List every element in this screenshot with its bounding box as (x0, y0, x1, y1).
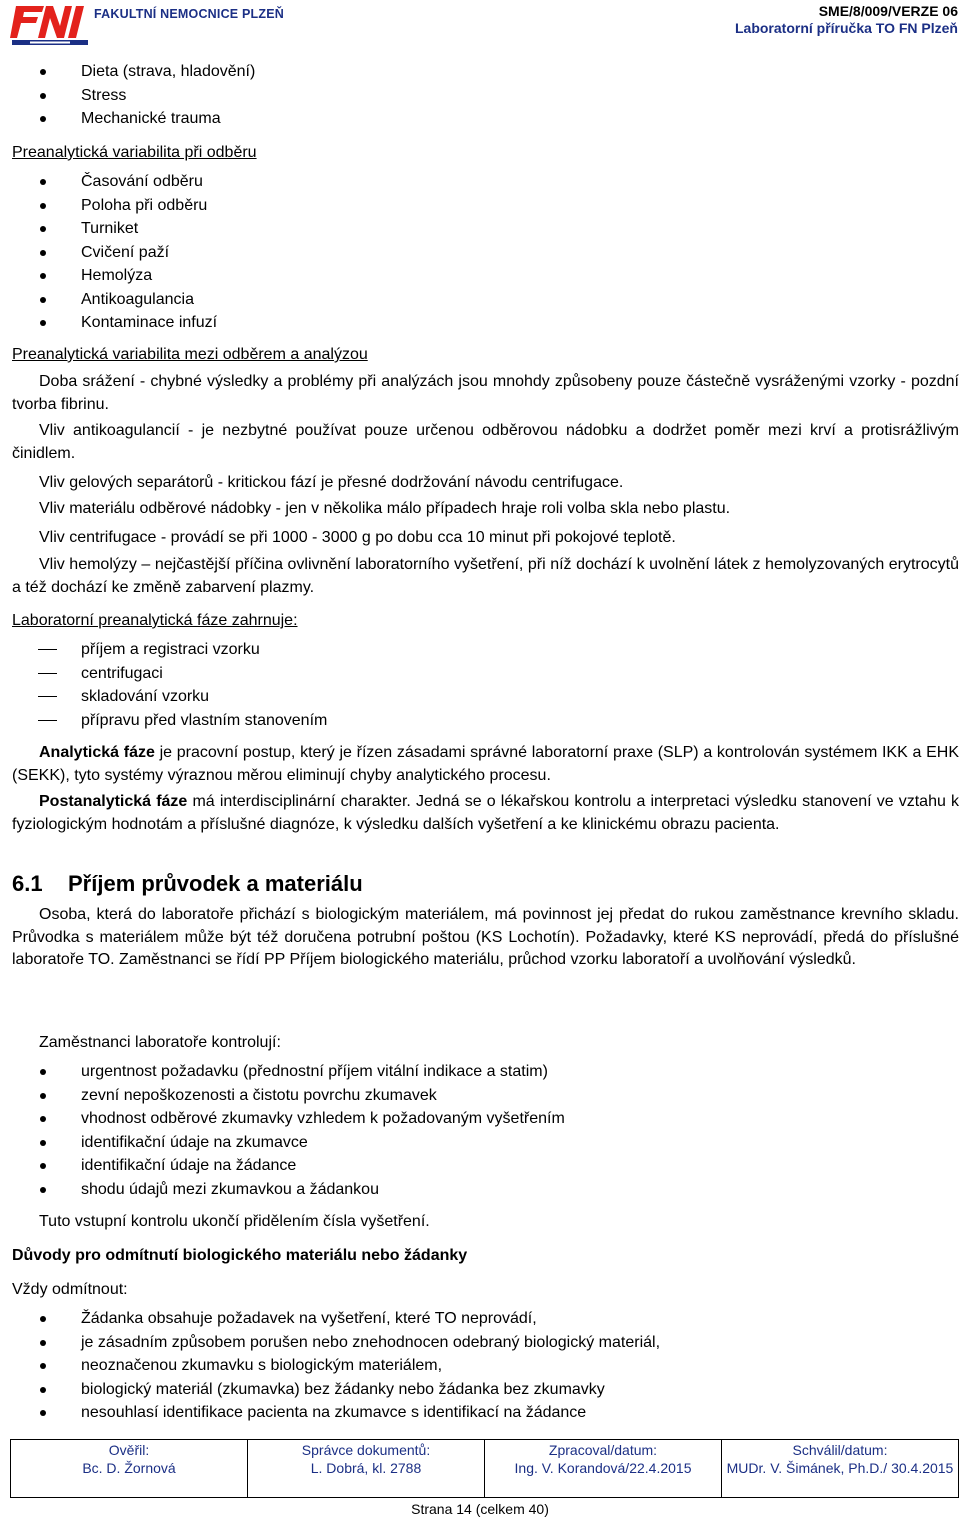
dash-icon (38, 649, 57, 650)
bullet-icon (40, 1140, 46, 1146)
collection-variability-list (0, 170, 217, 335)
list-item: vhodnost odběrové zkumavky vzhledem k požadovaným vyšetřením (0, 1107, 565, 1131)
paragraph-centrifugation: Vliv centrifugace - provádí se při 1000 - 3000 g po dobu cca 10 minut při pokojové teplotě. (39, 529, 676, 546)
heading-rejection-reasons: Důvody pro odmítnutí biologického materiálu nebo žádanky (12, 1247, 468, 1264)
footer-cell-prepared: Zpracoval/datum: Ing. V. Korandová/22.4.2015 (485, 1440, 722, 1498)
list-item: Antikoagulancia (0, 288, 217, 312)
paragraph-analytic-phase: Analytická fáze je pracovní postup, který je řízen zásadami správné laboratorní praxe (SLP) a kontrolován systémem IKK a EHK (SEKK), tyto systémy výraznou měrou eliminují chyby analytického procesu. (12, 744, 960, 784)
paragraph-check-end: Tuto vstupní kontrolu ukončí přidělením čísla vyšetření. (39, 1213, 430, 1230)
bullet-icon (40, 93, 46, 99)
list-item: Mechanické trauma (0, 107, 255, 131)
paragraph-gel-separators: Vliv gelových separátorů - kritickou fází je přesné dodržování návodu centrifugace. (39, 474, 624, 491)
paragraph-hemolysis: Vliv hemolýzy – nejčastější příčina ovlivnění laboratorního vyšetření, při níž dochází k uvolnění látek z hemolyzovaných erytrocytů a též dochází ke změně zabarvení plazmy. (12, 556, 959, 596)
document-code: SME/8/009/VERZE 06 (818, 3, 958, 19)
factor-list (0, 60, 255, 131)
bullet-icon (40, 116, 46, 122)
manual-title: Laboratorní příručka TO FN Plzeň (734, 20, 958, 36)
heading-collection-variability: Preanalytická variabilita při odběru (12, 144, 257, 161)
list-item: příjem a registraci vzorku (0, 638, 327, 662)
heading-between-variability: Preanalytická variabilita mezi odběrem a analýzou (12, 346, 368, 363)
list-item: neoznačenou zkumavku s biologickým materiálem, (0, 1354, 660, 1378)
list-item: Stress (0, 84, 255, 108)
list-item: Cvičení paží (0, 241, 217, 265)
dash-icon (38, 673, 57, 674)
list-item: Hemolýza (0, 264, 217, 288)
bullet-icon (40, 1340, 46, 1346)
term-postanalytic: Postanalytická fáze (39, 793, 188, 810)
list-item: zevní nepoškozenosti a čistotu povrchu zkumavek (0, 1084, 565, 1108)
list-item: identifikační údaje na žádance (0, 1154, 565, 1178)
lab-phase-list (0, 638, 327, 732)
list-item: Kontaminace infuzí (0, 311, 217, 335)
hospital-logo (10, 4, 90, 46)
bullet-icon (40, 179, 46, 185)
hospital-name: FAKULTNÍ NEMOCNICE PLZEŇ (94, 7, 284, 21)
section-title: Příjem průvodek a materiálu (68, 871, 363, 896)
footer-cell-verified: Ověřil: Bc. D. Žornová (11, 1440, 248, 1498)
bullet-icon (40, 273, 46, 279)
section-heading (12, 870, 363, 898)
rejection-list (0, 1307, 660, 1425)
bullet-icon (40, 1163, 46, 1169)
list-item: je zásadním způsobem porušen nebo znehodnocen odebraný biologický materiál, (0, 1331, 660, 1355)
list-item: urgentnost požadavku (přednostní příjem vitální indikace a statim) (0, 1060, 565, 1084)
list-item: Žádanka obsahuje požadavek na vyšetření, které TO neprovádí, (0, 1307, 660, 1331)
staff-check-intro: Zaměstnanci laboratoře kontrolují: (39, 1034, 281, 1051)
bullet-icon (40, 1387, 46, 1393)
list-item: přípravu před vlastním stanovením (0, 709, 327, 733)
list-item: Dieta (strava, hladovění) (0, 60, 255, 84)
paragraph-section-intro: Osoba, která do laboratoře přichází s biologickým materiálem, má povinnost jej předat do rukou zaměstnance krevního skladu. Průvodka s materiálem může být též doručena potrubní poštou (KS Lochotín). Požadavky, které KS neprovádí, předá do příslušné laboratoře TO. Zaměstnanci se řídí PP Příjem biologického materiálu, průchod vzorku laboratoří a uvolňování výsledků. (12, 906, 959, 968)
bullet-icon (40, 1410, 46, 1416)
list-item: Časování odběru (0, 170, 217, 194)
paragraph-anticoagulants: Vliv antikoagulancií - je nezbytné používat pouze určenou odběrovou nádobku a dodržet poměr mezi krví a protisrážlivým činidlem. (12, 422, 959, 462)
list-item: skladování vzorku (0, 685, 327, 709)
paragraph-tube-material: Vliv materiálu odběrové nádobky - jen v několika málo případech hraje roli volba skla nebo plastu. (39, 500, 731, 517)
footer-signature-table (10, 1439, 959, 1498)
list-item: Poloha při odběru (0, 194, 217, 218)
always-reject-label: Vždy odmítnout: (12, 1281, 128, 1298)
term-analytic: Analytická fáze (39, 744, 155, 761)
paragraph-postanalytic-phase: Postanalytická fáze má interdisciplinární charakter. Jedná se o lékařskou kontrolu a interpretaci výsledku stanovení ve vztahu k fyziologickým hodnotám a příslušné diagnóze, k výsledku dalších vyšetření a ke klinickému obrazu pacienta. (12, 793, 960, 833)
staff-check-list (0, 1060, 565, 1201)
list-item: identifikační údaje na zkumavce (0, 1131, 565, 1155)
list-item: shodu údajů mezi zkumavkou a žádankou (0, 1178, 565, 1202)
bullet-icon (40, 69, 46, 75)
dash-icon (38, 696, 57, 697)
footer-cell-approved: Schválil/datum: MUDr. V. Šimánek, Ph.D./ 30.4.2015 (722, 1440, 959, 1498)
section-number: 6.1 (12, 871, 43, 896)
bullet-icon (40, 1069, 46, 1075)
bullet-icon (40, 1316, 46, 1322)
bullet-icon (40, 320, 46, 326)
bullet-icon (40, 226, 46, 232)
heading-lab-preanalytic-phase: Laboratorní preanalytická fáze zahrnuje: (12, 612, 298, 629)
bullet-icon (40, 1187, 46, 1193)
bullet-icon (40, 1116, 46, 1122)
bullet-icon (40, 1093, 46, 1099)
header-right (735, 3, 958, 37)
bullet-icon (40, 1363, 46, 1369)
bullet-icon (40, 250, 46, 256)
paragraph-clotting: Doba srážení - chybné výsledky a problémy při analýzách jsou mnohdy způsobeny pouze částečně vysráženými vzorky - pozdní tvorba fibrinu. (12, 373, 959, 413)
bullet-icon (40, 297, 46, 303)
page-header (0, 0, 960, 48)
dash-icon (38, 720, 57, 721)
list-item: centrifugaci (0, 662, 327, 686)
page-number: Strana 14 (celkem 40) (411, 1501, 549, 1517)
bullet-icon (40, 203, 46, 209)
list-item: biologický materiál (zkumavka) bez žádanky nebo žádanka bez zkumavky (0, 1378, 660, 1402)
footer-cell-document-manager: Správce dokumentů: L. Dobrá, kl. 2788 (248, 1440, 485, 1498)
list-item: Turniket (0, 217, 217, 241)
list-item: nesouhlasí identifikace pacienta na zkumavce s identifikací na žádance (0, 1401, 660, 1425)
